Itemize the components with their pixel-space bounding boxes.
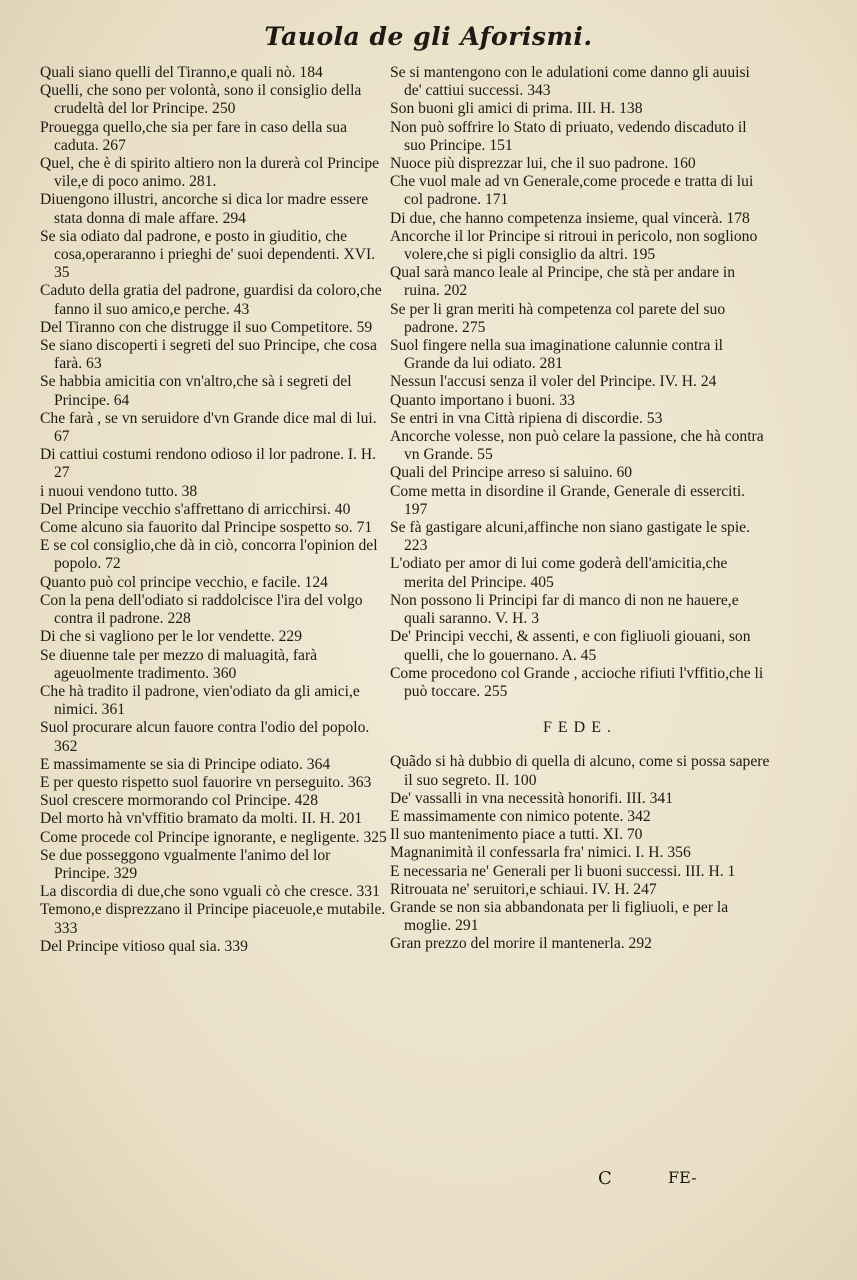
index-entry: De' vassalli in vna necessità honorifi. III. 341 — [390, 789, 673, 807]
signature-mark: C — [598, 1168, 612, 1189]
index-entry: Grande se non sia abbandonata per li figliuoli, e per la moglie. 291 — [390, 898, 729, 935]
index-entry: Non possono li Principi far di manco di non ne hauere,e quali saranno. V. H. 3 — [390, 591, 739, 628]
index-entry: Quel, che è di spirito altiero non la durerà col Principe vile,e di poco animo. 281. — [40, 155, 380, 191]
index-entry: Come metta in disordine il Grande, Generale di esserciti. 197 — [390, 482, 746, 518]
left-column — [40, 64, 390, 956]
index-entry: Quali del Principe arreso si saluino. 60 — [390, 464, 633, 482]
index-entry: Che hà tradito il padrone, vien'odiato da gli amici,e nimici. 361 — [40, 682, 360, 719]
index-entry: Caduto della gratia del padrone, guardisi da coloro,che fanno il suo amico,e perche. 43 — [40, 282, 382, 318]
index-entry: E massimamente se sia di Principe odiato. 364 — [40, 755, 331, 773]
index-entry: Prouegga quello,che sia per fare in caso della sua caduta. 267 — [40, 118, 347, 154]
index-entry: Qual sarà manco leale al Principe, che stà per andare in ruina. 202 — [390, 264, 736, 300]
index-entry: Se entri in vna Città ripiena di discordie. 53 — [390, 409, 663, 427]
fede-entries — [390, 753, 770, 953]
index-entry: Del Principe vecchio s'affrettano di arricchirsi. 40 — [40, 500, 351, 518]
index-entry: Del morto hà vn'vffitio bramato da molti. II. H. 201 — [40, 810, 363, 828]
section-heading: FEDE. — [543, 719, 617, 737]
index-entry: Suol crescere mormorando col Principe. 428 — [40, 792, 319, 810]
index-entry: Del Tiranno con che distrugge il suo Competitore. 59 — [40, 318, 373, 336]
index-entry: Ancorche volesse, non può celare la passione, che hà contra vn Grande. 55 — [390, 428, 764, 464]
index-entry: Ritrouata ne' seruitori,e schiaui. IV. H. 247 — [390, 880, 657, 898]
index-entry: Se sia odiato dal padrone, e posto in giuditio, che cosa,operaranno i prieghi de' suoi dependenti. XVI. 35 — [40, 227, 376, 282]
index-entry: Il suo mantenimento piace a tutti. XI. 70 — [390, 826, 643, 844]
index-entry: L'odiato per amor di lui come goderà dell'amicitia,che merita del Principe. 405 — [390, 555, 728, 591]
right-column — [390, 64, 770, 954]
index-entry: Se per li gran meriti hà competenza col parete del suo padrone. 275 — [390, 300, 726, 336]
right-entries — [390, 64, 770, 701]
index-entry: Ancorche il lor Principe si ritroui in pericolo, non sogliono volere,che si pigli consiglio da altri. 195 — [390, 227, 758, 264]
index-entry: Come alcuno sia fauorito dal Principe sospetto so. 71 — [40, 519, 373, 537]
index-entry: Nuoce più disprezzar lui, che il suo padrone. 160 — [390, 155, 696, 173]
index-entry: Come procedono col Grande , accioche rifiuti l'vffitio,che li può toccare. 255 — [390, 664, 764, 700]
index-entry: Con la pena dell'odiato si raddolcisce l'ira del volgo contra il padrone. 228 — [40, 591, 363, 628]
index-entry: E se col consiglio,che dà in ciò, concorra l'opinion del popolo. 72 — [40, 537, 378, 573]
index-entry: Gran prezzo del morire il mantenerla. 292 — [390, 935, 652, 953]
index-entry: Se due posseggono vgualmente l'animo del lor Principe. 329 — [40, 846, 331, 882]
index-entry: Se si mantengono con le adulationi come danno gli auuisi de' cattiui successi. 343 — [390, 64, 750, 100]
index-entry: E per questo rispetto suol fauorire vn perseguito. 363 — [40, 773, 372, 791]
index-entry: Se habbia amicitia con vn'altro,che sà i segreti del Principe. 64 — [40, 373, 352, 409]
index-entry: Se siano discoperti i segreti del suo Principe, che cosa farà. 63 — [40, 337, 377, 373]
index-entry: Magnanimità il confessarla fra' nimici. I. H. 356 — [390, 844, 691, 862]
index-entry: Suol fingere nella sua imaginatione calunnie contra il Grande da lui odiato. 281 — [390, 337, 723, 373]
index-entry: Se fà gastigare alcuni,affinche non siano gastigate le spie. 223 — [390, 519, 750, 555]
index-entry: Quãdo si hà dubbio di quella di alcuno, come si possa sapere il suo segreto. II. 100 — [390, 753, 770, 789]
index-entry: Quanto può col principe vecchio, e facile. 124 — [40, 573, 328, 591]
index-entry: Di che si vagliono per le lor vendette. 229 — [40, 628, 302, 646]
index-entry: Nessun l'accusi senza il voler del Principe. IV. H. 24 — [390, 373, 717, 391]
index-entry: Quali siano quelli del Tiranno,e quali nò. 184 — [40, 64, 323, 81]
page-title: Tauola de gli Aforismi. — [264, 22, 593, 51]
index-entry: Suol procurare alcun fauore contra l'odio del popolo. 362 — [40, 719, 370, 755]
index-entry: Del Principe vitioso qual sia. 339 — [40, 937, 248, 955]
index-entry: La discordia di due,che sono vguali cò che cresce. 331 — [40, 883, 380, 901]
index-entry: Di cattiui costumi rendono odioso il lor padrone. I. H. 27 — [40, 446, 377, 482]
index-entry: Quanto importano i buoni. 33 — [390, 391, 575, 409]
index-entry: E massimamente con nimico potente. 342 — [390, 807, 651, 825]
index-entry: Son buoni gli amici di prima. III. H. 138 — [390, 100, 643, 118]
index-entry: E necessaria ne' Generali per li buoni successi. III. H. 1 — [390, 862, 736, 880]
index-entry: Temono,e disprezzano il Principe piaceuole,e mutabile. 333 — [40, 901, 386, 937]
index-entry: Di due, che hanno competenza insieme, qual vincerà. 178 — [390, 209, 750, 227]
catchword: FE- — [668, 1168, 697, 1187]
index-entry: Come procede col Principe ignorante, e negligente. 325 — [40, 828, 387, 846]
index-entry: i nuoui vendono tutto. 38 — [40, 482, 198, 500]
index-entry: Non può soffrire lo Stato di priuato, vedendo discaduto il suo Principe. 151 — [390, 118, 747, 154]
index-entry: Diuengono illustri, ancorche si dica lor madre essere stata donna di male affare. 294 — [40, 191, 369, 227]
index-entry: Che farà , se vn seruidore d'vn Grande dice mal di lui. 67 — [40, 409, 377, 446]
index-entry: Se diuenne tale per mezzo di maluagità, farà ageuolmente tradimento. 360 — [40, 646, 318, 682]
index-entry: Quelli, che sono per volontà, sono il consiglio della crudeltà del lor Principe. 250 — [40, 82, 362, 118]
index-entry: De' Principi vecchi, & assenti, e con figliuoli giouani, son quelli, che lo gouernano. A. 45 — [390, 628, 751, 664]
index-entry: Che vuol male ad vn Generale,come procede e tratta di lui col padrone. 171 — [390, 173, 754, 209]
